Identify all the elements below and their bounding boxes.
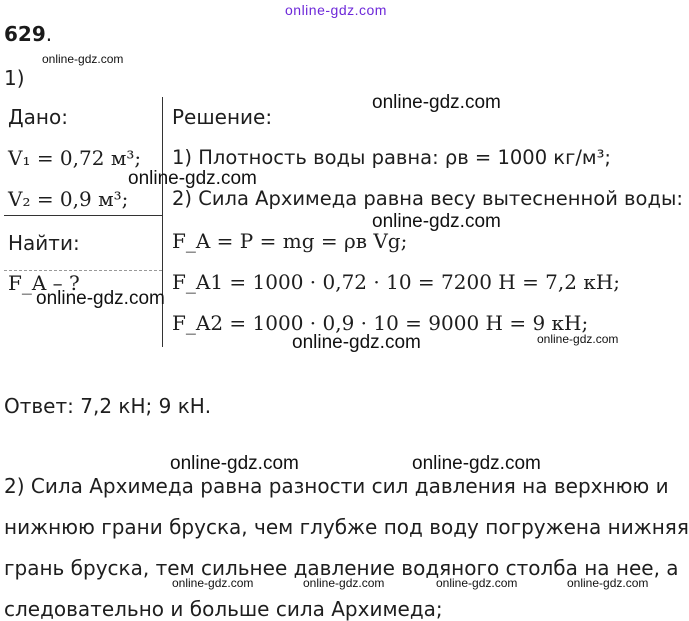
problem-number-dot: .	[45, 22, 53, 46]
given-header: Дано:	[8, 105, 68, 129]
watermark: online-gdz.com	[537, 332, 619, 346]
part2-line1: 2) Сила Архимеда равна разности сил давления на верхнюю и	[4, 474, 669, 498]
watermark: online-gdz.com	[128, 168, 257, 189]
find-value: F_A – ?	[8, 271, 80, 295]
find-header: Найти:	[8, 231, 80, 255]
part2-line2: нижнюю грани бруска, чем глубже под воду погружена нижняя	[4, 515, 689, 539]
formula-3: F_A2 = 1000 · 0,9 · 10 = 9000 Н = 9 кН;	[172, 311, 589, 335]
answer: Ответ: 7,2 кН; 9 кН.	[4, 394, 212, 418]
watermark: online-gdz.com	[372, 211, 501, 232]
given-divider-horizontal	[4, 215, 162, 216]
given-v1: V₁ = 0,72 м³;	[8, 146, 142, 170]
watermark: online-gdz.com	[170, 453, 299, 474]
watermark: online-gdz.com	[436, 576, 518, 590]
watermark: online-gdz.com	[292, 332, 421, 353]
problem-number-value: 629	[4, 22, 46, 46]
solution-line2: 2) Сила Архимеда равна весу вытесненной воды:	[172, 187, 683, 210]
part1-label: 1)	[4, 66, 25, 90]
part2-line3: грань бруска, тем сильнее давление водяного столба на нее, а	[4, 556, 679, 580]
problem-number	[4, 22, 52, 46]
watermark: online-gdz.com	[412, 453, 541, 474]
solution-line1: 1) Плотность воды равна: ρв = 1000 кг/м³;	[172, 146, 611, 169]
given-v2: V₂ = 0,9 м³;	[8, 187, 129, 211]
formula-1: F_A = P = mg = ρв Vg;	[172, 229, 408, 253]
formula-2: F_A1 = 1000 · 0,72 · 10 = 7200 Н = 7,2 кН;	[172, 270, 621, 294]
watermark: online-gdz.com	[303, 576, 385, 590]
watermark-top: online-gdz.com	[285, 2, 387, 18]
part2-line4: следовательно и больше сила Архимеда;	[4, 597, 443, 621]
watermark: online-gdz.com	[42, 52, 124, 66]
solution-header: Решение:	[172, 105, 273, 129]
watermark: online-gdz.com	[36, 288, 165, 309]
watermark: online-gdz.com	[172, 576, 254, 590]
watermark: online-gdz.com	[567, 576, 649, 590]
watermark: online-gdz.com	[372, 92, 501, 113]
